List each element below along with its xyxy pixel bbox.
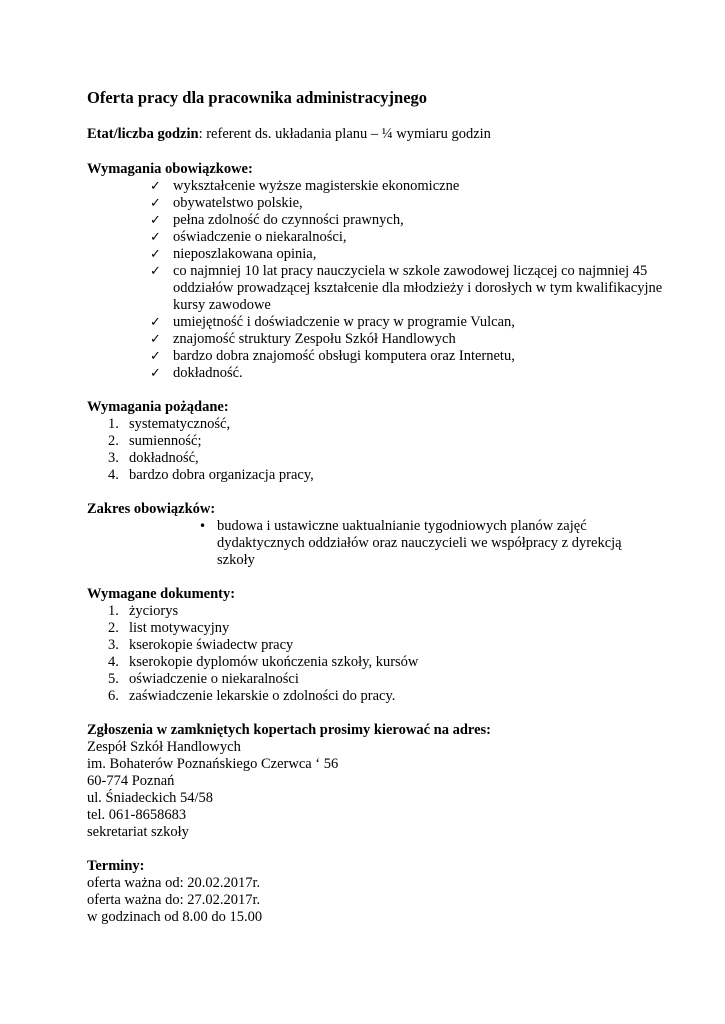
list-item bbox=[108, 620, 665, 637]
list-number: 4. bbox=[108, 467, 119, 483]
dates-heading: Terminy: bbox=[87, 858, 145, 874]
list-item bbox=[150, 195, 665, 212]
list-item bbox=[108, 654, 665, 671]
list-item bbox=[150, 212, 665, 229]
list-item bbox=[108, 433, 665, 450]
list-item-text: oświadczenie o niekaralności, bbox=[173, 229, 347, 245]
required-list bbox=[87, 178, 665, 382]
section-applications bbox=[87, 722, 665, 841]
list-number: 2. bbox=[108, 620, 119, 636]
list-item-text: nieposzlakowana opinia, bbox=[173, 246, 317, 262]
checkmark-icon: ✓ bbox=[150, 247, 161, 262]
section-dates bbox=[87, 858, 665, 926]
documents-heading: Wymagane dokumenty: bbox=[87, 586, 236, 602]
list-item bbox=[108, 416, 665, 433]
desired-list bbox=[87, 416, 665, 484]
bullet-icon: • bbox=[199, 519, 207, 533]
list-item-text: obywatelstwo polskie, bbox=[173, 195, 303, 211]
list-item-text: bardzo dobra organizacja pracy, bbox=[129, 467, 314, 483]
address-line: sekretariat szkoły bbox=[87, 824, 189, 840]
address-line: ul. Śniadeckich 54/58 bbox=[87, 790, 214, 806]
list-item-text: budowa i ustawiczne uaktualnianie tygodniowych planów zajęć dydaktycznych oddziałów oraz nauczycieli we współpracy z dyrekcją szkoły bbox=[217, 518, 622, 568]
section-desired bbox=[87, 399, 665, 484]
list-number: 3. bbox=[108, 637, 119, 653]
checkmark-icon: ✓ bbox=[150, 179, 161, 194]
list-item-text: dokładność, bbox=[129, 450, 199, 466]
applications-heading: Zgłoszenia w zamkniętych kopertach prosimy kierować na adres: bbox=[87, 722, 491, 738]
date-line: oferta ważna do: 27.02.2017r. bbox=[87, 892, 261, 908]
list-number: 4. bbox=[108, 654, 119, 670]
list-number: 3. bbox=[108, 450, 119, 466]
list-item bbox=[150, 263, 665, 314]
address-line: Zespół Szkół Handlowych bbox=[87, 739, 241, 755]
list-item bbox=[150, 246, 665, 263]
list-item-text: sumienność; bbox=[129, 433, 202, 449]
list-item-text: znajomość struktury Zespołu Szkół Handlowych bbox=[173, 331, 456, 347]
documents-list bbox=[87, 603, 665, 705]
list-item bbox=[108, 637, 665, 654]
etat-line bbox=[87, 126, 665, 143]
checkmark-icon: ✓ bbox=[150, 332, 161, 347]
duties-list bbox=[87, 518, 665, 569]
phone-line: tel. 061-8658683 bbox=[87, 807, 187, 823]
desired-heading: Wymagania pożądane: bbox=[87, 399, 229, 415]
hours-line: w godzinach od 8.00 do 15.00 bbox=[87, 909, 263, 925]
list-item bbox=[150, 178, 665, 195]
list-item bbox=[108, 671, 665, 688]
list-number: 1. bbox=[108, 416, 119, 432]
duties-heading: Zakres obowiązków: bbox=[87, 501, 216, 517]
list-item bbox=[150, 348, 665, 365]
list-item bbox=[108, 688, 665, 705]
list-item bbox=[197, 518, 637, 569]
list-item-text: kserokopie dyplomów ukończenia szkoły, kursów bbox=[129, 654, 419, 670]
list-number: 1. bbox=[108, 603, 119, 619]
list-item-text: zaświadczenie lekarskie o zdolności do pracy. bbox=[129, 688, 396, 704]
list-item-text: oświadczenie o niekaralności bbox=[129, 671, 299, 687]
list-item bbox=[150, 314, 665, 331]
list-item bbox=[150, 331, 665, 348]
list-number: 2. bbox=[108, 433, 119, 449]
section-documents bbox=[87, 586, 665, 705]
address-line: im. Bohaterów Poznańskiego Czerwca ‘ 56 bbox=[87, 756, 339, 772]
checkmark-icon: ✓ bbox=[150, 213, 161, 228]
etat-label: Etat/liczba godzin bbox=[87, 126, 199, 142]
checkmark-icon: ✓ bbox=[150, 315, 161, 330]
section-required bbox=[87, 161, 665, 382]
list-number: 5. bbox=[108, 671, 119, 687]
checkmark-icon: ✓ bbox=[150, 349, 161, 364]
list-item bbox=[150, 365, 665, 382]
list-item-text: systematyczność, bbox=[129, 416, 231, 432]
checkmark-icon: ✓ bbox=[150, 230, 161, 245]
list-item-text: dokładność. bbox=[173, 365, 243, 381]
date-line: oferta ważna od: 20.02.2017r. bbox=[87, 875, 261, 891]
checkmark-icon: ✓ bbox=[150, 366, 161, 381]
list-item-text: życiorys bbox=[129, 603, 179, 619]
list-item-text: list motywacyjny bbox=[129, 620, 230, 636]
list-item-text: co najmniej 10 lat pracy nauczyciela w szkole zawodowej liczącej co najmniej 45 oddziałów prowadzącej kształcenie dla młodzieży i dorosłych w tym kwalifikacyjne kursy zawodowe bbox=[173, 263, 663, 313]
etat-value: : referent ds. układania planu – ¼ wymiaru godzin bbox=[198, 126, 491, 142]
list-item bbox=[108, 467, 665, 484]
list-item bbox=[108, 603, 665, 620]
list-item bbox=[150, 229, 665, 246]
checkmark-icon: ✓ bbox=[150, 264, 161, 279]
list-item-text: kserokopie świadectw pracy bbox=[129, 637, 294, 653]
address-line: 60-774 Poznań bbox=[87, 773, 175, 789]
list-item-text: bardzo dobra znajomość obsługi komputera oraz Internetu, bbox=[173, 348, 515, 364]
list-item bbox=[108, 450, 665, 467]
document-title: Oferta pracy dla pracownika administracyjnego bbox=[87, 88, 428, 107]
list-item-text: umiejętność i doświadczenie w pracy w programie Vulcan, bbox=[173, 314, 515, 330]
list-number: 6. bbox=[108, 688, 119, 704]
list-item-text: pełna zdolność do czynności prawnych, bbox=[173, 212, 404, 228]
required-heading: Wymagania obowiązkowe: bbox=[87, 161, 253, 177]
checkmark-icon: ✓ bbox=[150, 196, 161, 211]
section-duties bbox=[87, 501, 665, 569]
list-item-text: wykształcenie wyższe magisterskie ekonomiczne bbox=[173, 178, 460, 194]
